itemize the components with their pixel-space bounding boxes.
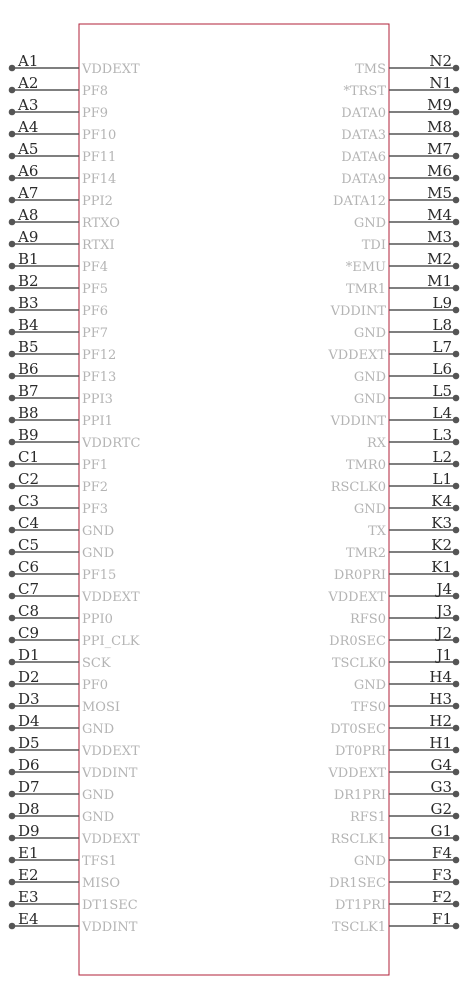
pin-number: G4 — [430, 756, 452, 774]
pin-number: M8 — [427, 118, 452, 136]
pin-number: L8 — [432, 316, 452, 334]
pin-name: PF3 — [82, 502, 109, 517]
pin-end-dot — [453, 175, 460, 182]
pin-name: VDDEXT — [328, 590, 386, 605]
pin-name: TFS0 — [351, 700, 386, 715]
pin-end-dot — [9, 351, 16, 358]
pin-number: D7 — [18, 778, 40, 796]
pin-name: PF13 — [82, 370, 117, 385]
pin-end-dot — [453, 571, 460, 578]
pin-end-dot — [453, 835, 460, 842]
pin-end-dot — [453, 857, 460, 864]
pin-end-dot — [9, 241, 16, 248]
pin-number: L6 — [432, 360, 452, 378]
pin-number: A2 — [18, 74, 39, 92]
pin-end-dot — [9, 285, 16, 292]
pin-name: PF11 — [82, 150, 117, 165]
pin-end-dot — [453, 615, 460, 622]
pin-end-dot — [9, 131, 16, 138]
pin-number: C1 — [18, 448, 40, 466]
pin-name: PF15 — [82, 568, 117, 583]
pin-name: DR0SEC — [329, 634, 386, 649]
pin-end-dot — [9, 263, 16, 270]
pin-number: K4 — [431, 492, 452, 510]
pin-name: RFS1 — [350, 810, 386, 825]
pin-number: A4 — [18, 118, 39, 136]
pin-name: GND — [82, 524, 115, 539]
pin-end-dot — [453, 439, 460, 446]
pin-end-dot — [453, 703, 460, 710]
pin-number: B6 — [18, 360, 39, 378]
pin-name: TSCLK1 — [331, 920, 386, 935]
pin-name: PF7 — [82, 326, 109, 341]
pin-number: L3 — [432, 426, 452, 444]
pin-number: G3 — [430, 778, 452, 796]
pin-number: M6 — [427, 162, 452, 180]
pin-name: DATA9 — [341, 172, 386, 187]
right-pin-group — [327, 52, 459, 935]
pin-number: E3 — [18, 888, 39, 906]
pin-end-dot — [453, 681, 460, 688]
pin-name: GND — [353, 216, 386, 231]
pin-end-dot — [453, 769, 460, 776]
pin-number: G2 — [430, 800, 452, 818]
pin-end-dot — [453, 549, 460, 556]
pin-number: J4 — [436, 580, 452, 598]
pin-end-dot — [453, 901, 460, 908]
pin-number: M3 — [427, 228, 452, 246]
pin-name: PPI2 — [82, 194, 113, 209]
pin-name: DT0SEC — [330, 722, 386, 737]
pin-number: K3 — [431, 514, 452, 532]
pin-end-dot — [453, 307, 460, 314]
pin-number: H3 — [429, 690, 452, 708]
pin-name: RFS0 — [350, 612, 386, 627]
pin-name: TMR2 — [345, 546, 386, 561]
pin-number: B3 — [18, 294, 39, 312]
pin-number: H2 — [429, 712, 452, 730]
pin-number: M4 — [427, 206, 452, 224]
pin-end-dot — [9, 329, 16, 336]
pin-end-dot — [9, 571, 16, 578]
pin-name: MOSI — [82, 700, 121, 715]
pin-name: TX — [368, 524, 386, 539]
pin-name: VDDEXT — [82, 590, 140, 605]
pin-F1 — [332, 910, 459, 935]
pin-name: GND — [353, 502, 386, 517]
pin-end-dot — [9, 901, 16, 908]
pin-name: RTXI — [82, 238, 115, 253]
pin-number: C7 — [18, 580, 40, 598]
pin-end-dot — [453, 109, 460, 116]
pin-end-dot — [453, 329, 460, 336]
pin-number: C3 — [18, 492, 40, 510]
pin-name: PF4 — [82, 260, 109, 275]
pin-number: F4 — [432, 844, 452, 862]
pin-name: VDDINT — [330, 414, 386, 429]
pin-end-dot — [453, 65, 460, 72]
pin-name: TFS1 — [82, 854, 117, 869]
pin-name: MISO — [82, 876, 121, 891]
pin-number: B5 — [18, 338, 39, 356]
pin-number: F3 — [432, 866, 452, 884]
pin-name: GND — [353, 678, 386, 693]
pin-name: DT1PRI — [334, 898, 386, 913]
pin-name: TMR0 — [345, 458, 386, 473]
pin-name: *TRST — [343, 84, 386, 99]
pin-name: PF8 — [82, 84, 109, 99]
pin-end-dot — [9, 879, 16, 886]
pin-end-dot — [453, 527, 460, 534]
pin-end-dot — [453, 747, 460, 754]
pin-name: DATA12 — [333, 194, 386, 209]
pin-end-dot — [9, 791, 16, 798]
pin-end-dot — [453, 219, 460, 226]
pin-number: K2 — [431, 536, 452, 554]
pin-name: RX — [366, 436, 386, 451]
pin-number: B1 — [18, 250, 39, 268]
pin-name: DR1SEC — [329, 876, 386, 891]
pin-end-dot — [9, 461, 16, 468]
pin-end-dot — [453, 923, 460, 930]
pin-number: B8 — [18, 404, 39, 422]
pin-name: SCK — [82, 656, 111, 671]
pin-name: PF1 — [82, 458, 109, 473]
pin-end-dot — [453, 791, 460, 798]
pin-end-dot — [9, 747, 16, 754]
pin-end-dot — [9, 857, 16, 864]
pin-number: H1 — [429, 734, 452, 752]
pin-end-dot — [453, 263, 460, 270]
pin-end-dot — [9, 109, 16, 116]
pin-number: D3 — [18, 690, 40, 708]
pin-name: VDDEXT — [82, 832, 140, 847]
pin-name: VDDEXT — [328, 348, 386, 363]
pin-name: PPI1 — [82, 414, 113, 429]
left-pin-group — [9, 52, 141, 935]
pin-end-dot — [9, 923, 16, 930]
pin-name: DATA3 — [341, 128, 386, 143]
pin-end-dot — [453, 813, 460, 820]
pin-end-dot — [9, 307, 16, 314]
pin-name: PF2 — [82, 480, 109, 495]
pin-name: GND — [353, 370, 386, 385]
pin-number: M7 — [427, 140, 452, 158]
pin-number: L2 — [432, 448, 452, 466]
pin-number: A6 — [18, 162, 39, 180]
pin-end-dot — [9, 395, 16, 402]
pin-name: GND — [82, 788, 115, 803]
pin-name: PF12 — [82, 348, 117, 363]
pin-end-dot — [453, 483, 460, 490]
pin-name: GND — [82, 546, 115, 561]
pin-end-dot — [453, 153, 460, 160]
pin-name: PF10 — [82, 128, 117, 143]
pin-end-dot — [9, 153, 16, 160]
pin-number: C4 — [18, 514, 40, 532]
pin-number: M2 — [427, 250, 452, 268]
pin-number: L7 — [432, 338, 452, 356]
pin-number: M5 — [427, 184, 452, 202]
pin-end-dot — [9, 65, 16, 72]
pin-number: C9 — [18, 624, 40, 642]
pin-number: A9 — [18, 228, 39, 246]
pin-end-dot — [9, 527, 16, 534]
pin-number: N2 — [429, 52, 452, 70]
pin-number: A8 — [18, 206, 39, 224]
pin-number: L4 — [432, 404, 452, 422]
pin-end-dot — [453, 241, 460, 248]
pin-number: D9 — [18, 822, 40, 840]
pin-end-dot — [453, 417, 460, 424]
pin-number: D6 — [18, 756, 40, 774]
pin-name: PPI_CLK — [82, 634, 140, 649]
pin-end-dot — [453, 725, 460, 732]
pin-end-dot — [453, 461, 460, 468]
pin-name: TMR1 — [345, 282, 386, 297]
pin-name: GND — [353, 392, 386, 407]
pin-name: GND — [353, 326, 386, 341]
pin-number: J3 — [436, 602, 452, 620]
pin-end-dot — [9, 219, 16, 226]
pin-number: J2 — [436, 624, 452, 642]
pin-number: A5 — [18, 140, 39, 158]
pin-number: E4 — [18, 910, 39, 928]
pin-number: N1 — [429, 74, 452, 92]
pin-end-dot — [9, 725, 16, 732]
pin-end-dot — [9, 703, 16, 710]
pin-end-dot — [9, 417, 16, 424]
pin-name: VDDEXT — [82, 744, 140, 759]
pin-name: *EMU — [345, 260, 386, 275]
pin-end-dot — [453, 87, 460, 94]
pin-name: GND — [353, 854, 386, 869]
pin-number: K1 — [431, 558, 452, 576]
pin-name: PF5 — [82, 282, 109, 297]
pin-name: PPI3 — [82, 392, 113, 407]
pin-end-dot — [453, 879, 460, 886]
pin-end-dot — [453, 659, 460, 666]
pin-number: D4 — [18, 712, 40, 730]
pin-name: RSCLK1 — [330, 832, 386, 847]
pin-name: DR0PRI — [333, 568, 386, 583]
pin-number: B7 — [18, 382, 39, 400]
pin-end-dot — [453, 285, 460, 292]
pin-end-dot — [9, 637, 16, 644]
pin-end-dot — [453, 373, 460, 380]
pin-end-dot — [9, 87, 16, 94]
pin-name: VDDEXT — [328, 766, 386, 781]
pin-end-dot — [9, 769, 16, 776]
pin-name: GND — [82, 810, 115, 825]
pin-name: VDDEXT — [82, 62, 140, 77]
pin-number: C6 — [18, 558, 40, 576]
pin-name: GND — [82, 722, 115, 737]
pin-name: VDDINT — [82, 766, 138, 781]
pin-number: D1 — [18, 646, 40, 664]
pin-end-dot — [9, 175, 16, 182]
pin-number: D2 — [18, 668, 40, 686]
pin-end-dot — [9, 835, 16, 842]
pin-number: H4 — [429, 668, 452, 686]
pin-number: D5 — [18, 734, 40, 752]
pin-end-dot — [9, 593, 16, 600]
pin-name: TDI — [361, 238, 386, 253]
pin-number: B4 — [18, 316, 39, 334]
pin-number: A7 — [18, 184, 39, 202]
pin-end-dot — [9, 813, 16, 820]
pin-end-dot — [9, 483, 16, 490]
pin-number: E1 — [18, 844, 39, 862]
pin-number: C5 — [18, 536, 40, 554]
pin-end-dot — [9, 549, 16, 556]
pin-name: PPI0 — [82, 612, 113, 627]
pin-number: F1 — [432, 910, 452, 928]
pin-number: M9 — [427, 96, 452, 114]
pin-number: L1 — [432, 470, 452, 488]
pin-end-dot — [9, 439, 16, 446]
pin-end-dot — [453, 351, 460, 358]
pin-name: RTXO — [82, 216, 120, 231]
pin-name: VDDRTC — [82, 436, 141, 451]
pin-number: D8 — [18, 800, 40, 818]
pin-number: C2 — [18, 470, 40, 488]
pin-number: A1 — [18, 52, 39, 70]
pin-end-dot — [453, 637, 460, 644]
pin-end-dot — [453, 197, 460, 204]
pin-name: VDDINT — [82, 920, 138, 935]
pin-end-dot — [9, 615, 16, 622]
pin-name: PF9 — [82, 106, 109, 121]
pin-number: G1 — [430, 822, 452, 840]
pin-E4 — [9, 910, 138, 935]
pin-number: C8 — [18, 602, 40, 620]
pin-number: A3 — [18, 96, 39, 114]
pin-number: B2 — [18, 272, 39, 290]
pin-end-dot — [9, 681, 16, 688]
pin-name: DT0PRI — [334, 744, 386, 759]
pin-number: M1 — [427, 272, 452, 290]
pin-end-dot — [9, 373, 16, 380]
pin-end-dot — [453, 505, 460, 512]
pin-name: DT1SEC — [82, 898, 138, 913]
pin-name: DATA6 — [341, 150, 386, 165]
pin-number: B9 — [18, 426, 39, 444]
pin-end-dot — [9, 505, 16, 512]
pin-name: TSCLK0 — [331, 656, 386, 671]
pin-end-dot — [453, 131, 460, 138]
pin-name: PF0 — [82, 678, 109, 693]
pin-number: E2 — [18, 866, 39, 884]
pin-number: J1 — [436, 646, 452, 664]
pin-name: RSCLK0 — [330, 480, 386, 495]
pin-name: PF6 — [82, 304, 109, 319]
pin-number: L5 — [432, 382, 452, 400]
pin-number: L9 — [432, 294, 452, 312]
pin-end-dot — [9, 659, 16, 666]
pin-name: DR1PRI — [333, 788, 386, 803]
pin-name: DATA0 — [341, 106, 386, 121]
pin-end-dot — [453, 395, 460, 402]
pin-name: TMS — [355, 62, 386, 77]
pin-end-dot — [9, 197, 16, 204]
pin-name: PF14 — [82, 172, 117, 187]
pin-end-dot — [453, 593, 460, 600]
pin-name: VDDINT — [330, 304, 386, 319]
pin-number: F2 — [432, 888, 452, 906]
